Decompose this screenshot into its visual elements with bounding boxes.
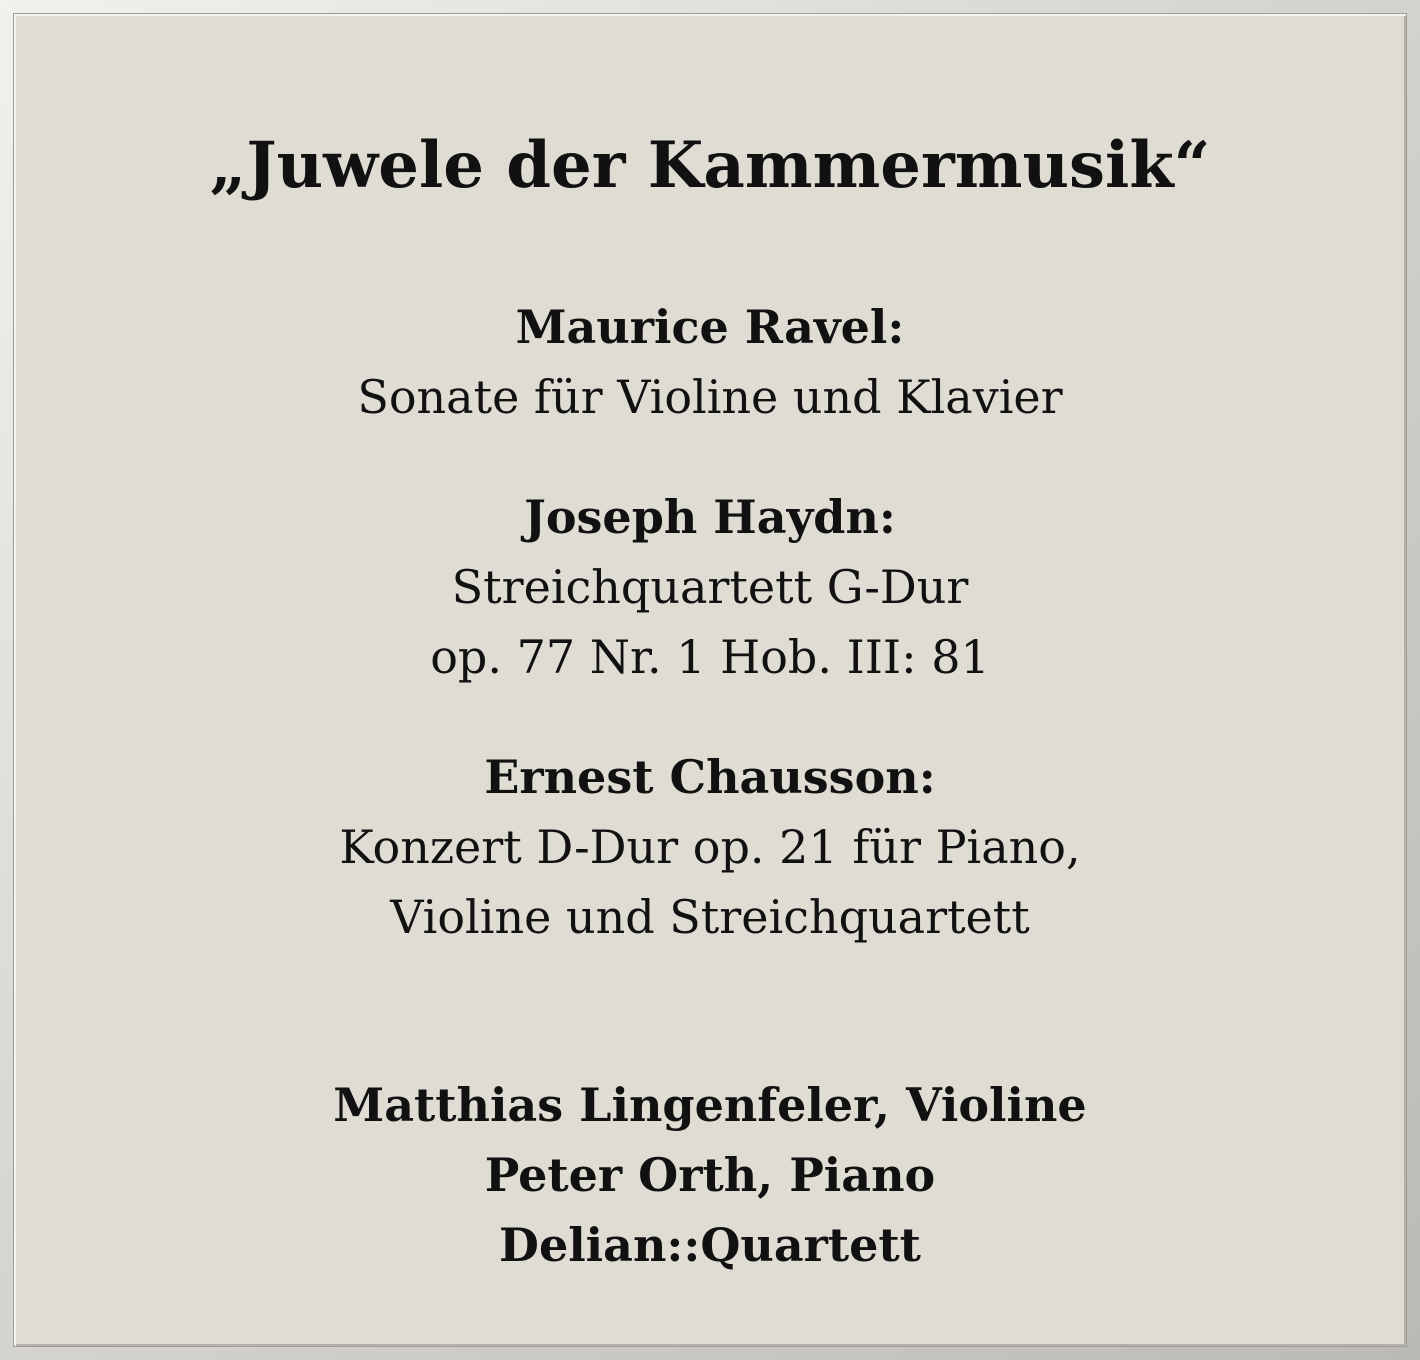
work-chausson-line-1: Konzert D-Dur op. 21 für Piano, [339,820,1081,874]
composer-chausson: Ernest Chausson: [484,750,936,804]
work-haydn-line-2: op. 77 Nr. 1 Hob. III: 81 [430,630,990,684]
composer-ravel: Maurice Ravel: [515,300,905,354]
performer-violin: Matthias Lingenfeler, Violine [333,1078,1087,1132]
performer-piano: Peter Orth, Piano [484,1148,936,1202]
poster-content [14,14,1406,1346]
composer-haydn: Joseph Haydn: [524,490,896,544]
work-ravel-line-1: Sonate für Violine und Klavier [357,370,1063,424]
work-haydn-line-1: Streichquartett G-Dur [451,560,969,614]
concert-title: „Juwele der Kammermusik“ [209,128,1211,203]
poster-panel [14,14,1406,1346]
performer-quartet: Delian::Quartett [499,1218,921,1272]
work-chausson-line-2: Violine und Streichquartett [390,890,1030,944]
